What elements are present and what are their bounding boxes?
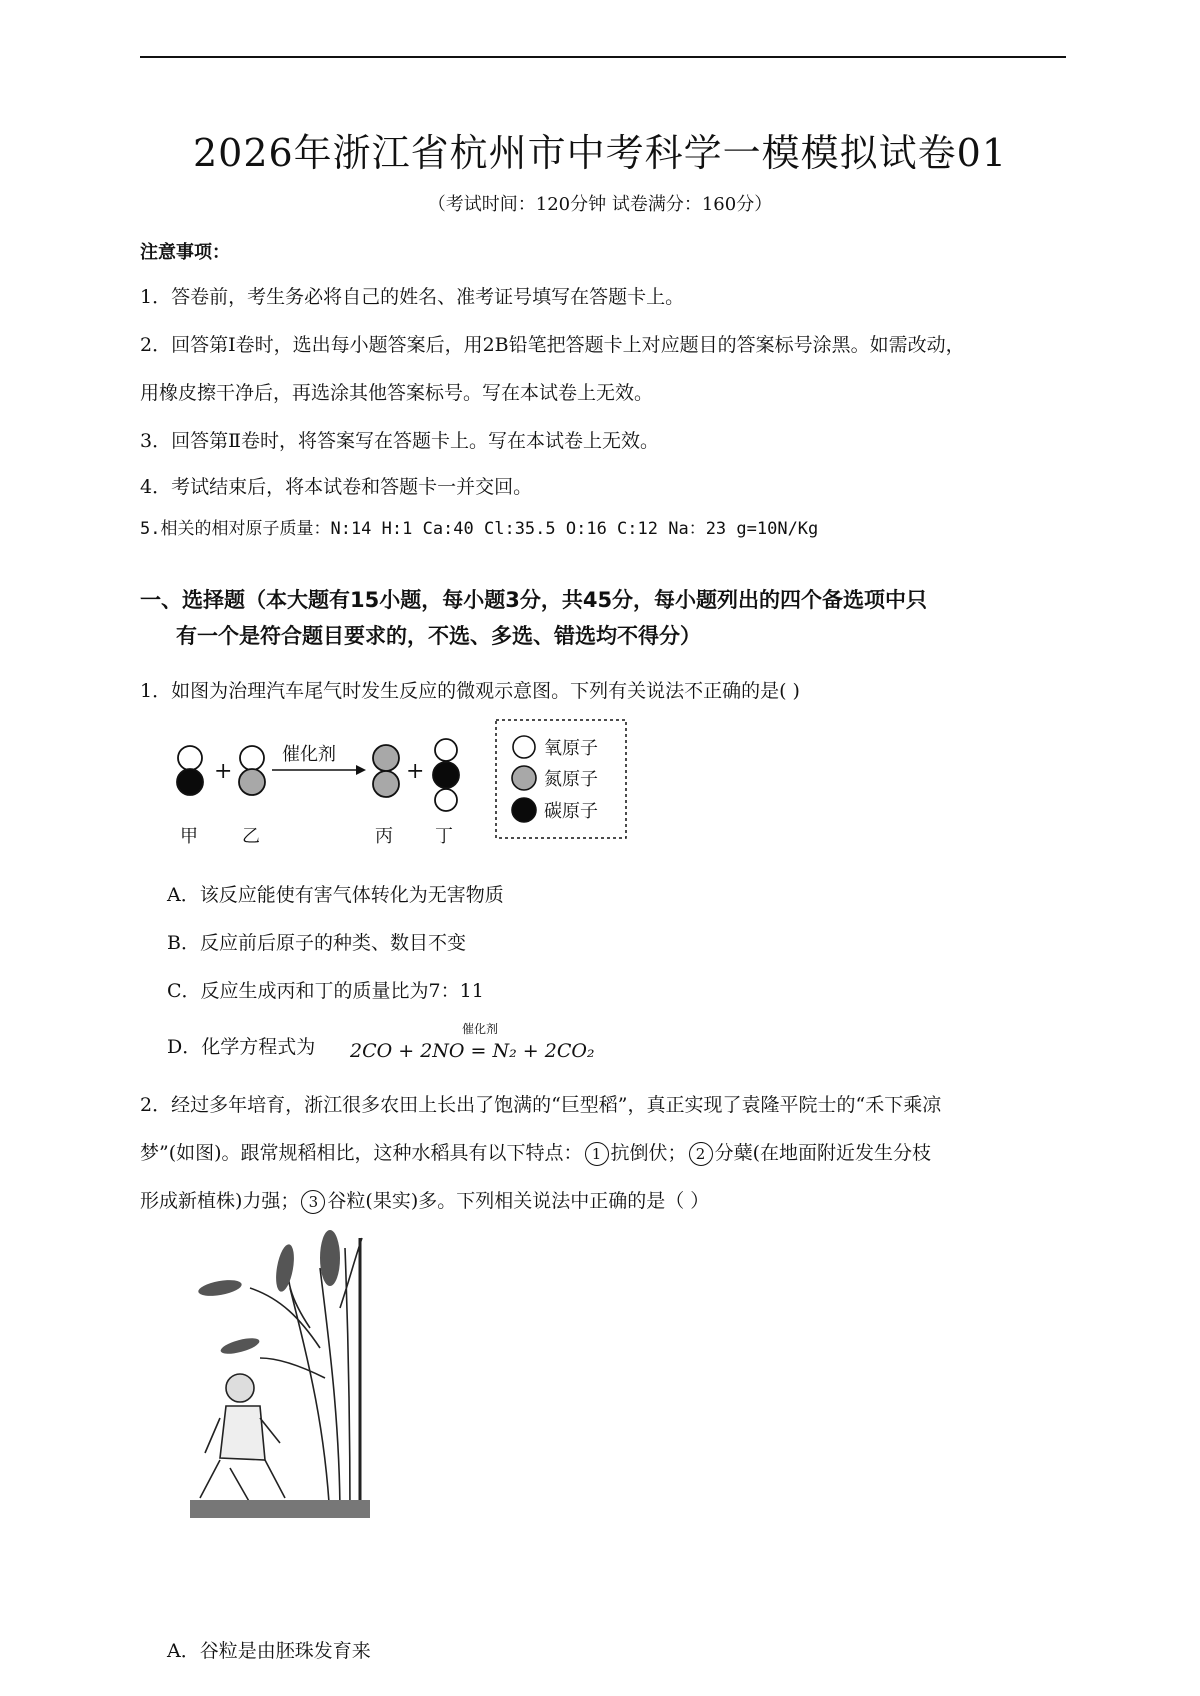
legend-nitrogen-label: 氮原子 <box>544 769 598 790</box>
q1-option-c: C．反应生成丙和丁的质量比为7：11 <box>167 980 484 1002</box>
notice-item-5: 5.相关的相对原子质量：N:14 H:1 Ca:40 Cl:35.5 O:16 C:12 Na：23 g=10N/Kg <box>140 519 819 539</box>
q2-option-a: A．谷粒是由胚珠发育来 <box>167 1640 371 1662</box>
atom-nitrogen <box>373 771 399 797</box>
catalyst-label: 催化剂 <box>282 744 336 765</box>
label-jia: 甲 <box>180 826 198 847</box>
q1-option-b: B．反应前后原子的种类、数目不变 <box>167 932 466 954</box>
q2-text: 谷粒(果实)多。下列相关说法中正确的是（ ） <box>327 1190 710 1212</box>
question-2-line2 <box>140 1138 931 1166</box>
q2-text: 梦”(如图)。跟常规稻相比，这种水稻具有以下特点： <box>140 1142 583 1164</box>
atom-nitrogen <box>239 769 265 795</box>
exam-info: （考试时间：120分钟 试卷满分：160分） <box>427 194 773 215</box>
notice-item-2: 2．回答第Ⅰ卷时，选出每小题答案后，用2B铅笔把答题卡上对应题目的答案标号涂黑。如需改动， <box>140 334 965 356</box>
legend-oxygen-label: 氧原子 <box>544 738 598 759</box>
q1-option-a: A．该反应能使有害气体转化为无害物质 <box>167 884 504 906</box>
section-heading-line2: 有一个是符合题目要求的，不选、多选、错选均不得分） <box>176 624 701 648</box>
atom-oxygen <box>178 746 202 770</box>
reaction-diagram <box>170 718 630 848</box>
legend-oxygen-swatch <box>513 736 535 758</box>
legend-nitrogen-swatch <box>512 766 536 790</box>
q1-option-d-equation: 2CO + 2NO = N₂ + 2CO₂ <box>350 1040 595 1062</box>
notice-item-2-cont: 用橡皮擦干净后，再选涂其他答案标号。写在本试卷上无效。 <box>140 382 654 404</box>
page-title: 2026年浙江省杭州市中考科学一模模拟试卷01 <box>192 131 1008 175</box>
equation-catalyst-label: 催化剂 <box>462 1022 499 1036</box>
atom-oxygen <box>435 789 457 811</box>
notice-item-4: 4．考试结束后，将本试卷和答题卡一并交回。 <box>140 476 533 498</box>
notice-heading: 注意事项： <box>140 242 230 263</box>
q2-text: 形成新植株)力强； <box>140 1190 300 1212</box>
plus-sign: + <box>406 759 425 784</box>
circled-number-1: 1 <box>585 1142 609 1166</box>
top-rule <box>140 56 1066 58</box>
giant-rice-illustration <box>190 1228 370 1518</box>
question-2-line3 <box>140 1186 709 1214</box>
q2-text: 分蘖(在地面附近发生分枝 <box>714 1142 931 1164</box>
notice-item-1: 1．答卷前，考生务必将自己的姓名、准考证号填写在答题卡上。 <box>140 286 685 308</box>
atom-nitrogen <box>373 745 399 771</box>
question-1-stem: 1．如图为治理汽车尾气时发生反应的微观示意图。下列有关说法不正确的是( ) <box>140 680 800 702</box>
label-yi: 乙 <box>242 826 260 847</box>
section-heading-line1: 一、选择题（本大题有15小题，每小题3分，共45分，每小题列出的四个备选项中只 <box>140 588 928 612</box>
q1-option-d-prefix: D．化学方程式为 <box>167 1036 316 1058</box>
label-ding: 丁 <box>435 826 453 847</box>
circled-number-3: 3 <box>301 1190 325 1214</box>
q2-text: 抗倒伏； <box>610 1142 687 1164</box>
notice-item-3: 3．回答第Ⅱ卷时，将答案写在答题卡上。写在本试卷上无效。 <box>140 430 660 452</box>
legend-carbon-swatch <box>512 798 536 822</box>
atom-oxygen <box>240 746 264 770</box>
label-bing: 丙 <box>375 826 393 847</box>
circled-number-2: 2 <box>689 1142 713 1166</box>
farmer-figure <box>200 1374 285 1503</box>
plus-sign: + <box>214 759 233 784</box>
legend-carbon-label: 碳原子 <box>544 801 598 822</box>
question-2-line1: 2．经过多年培育，浙江很多农田上长出了饱满的“巨型稻”，真正实现了袁隆平院士的“禾下乘凉 <box>140 1094 942 1116</box>
atom-oxygen <box>435 739 457 761</box>
atom-carbon <box>433 762 459 788</box>
atom-carbon <box>177 769 203 795</box>
arrow-head <box>356 765 366 775</box>
